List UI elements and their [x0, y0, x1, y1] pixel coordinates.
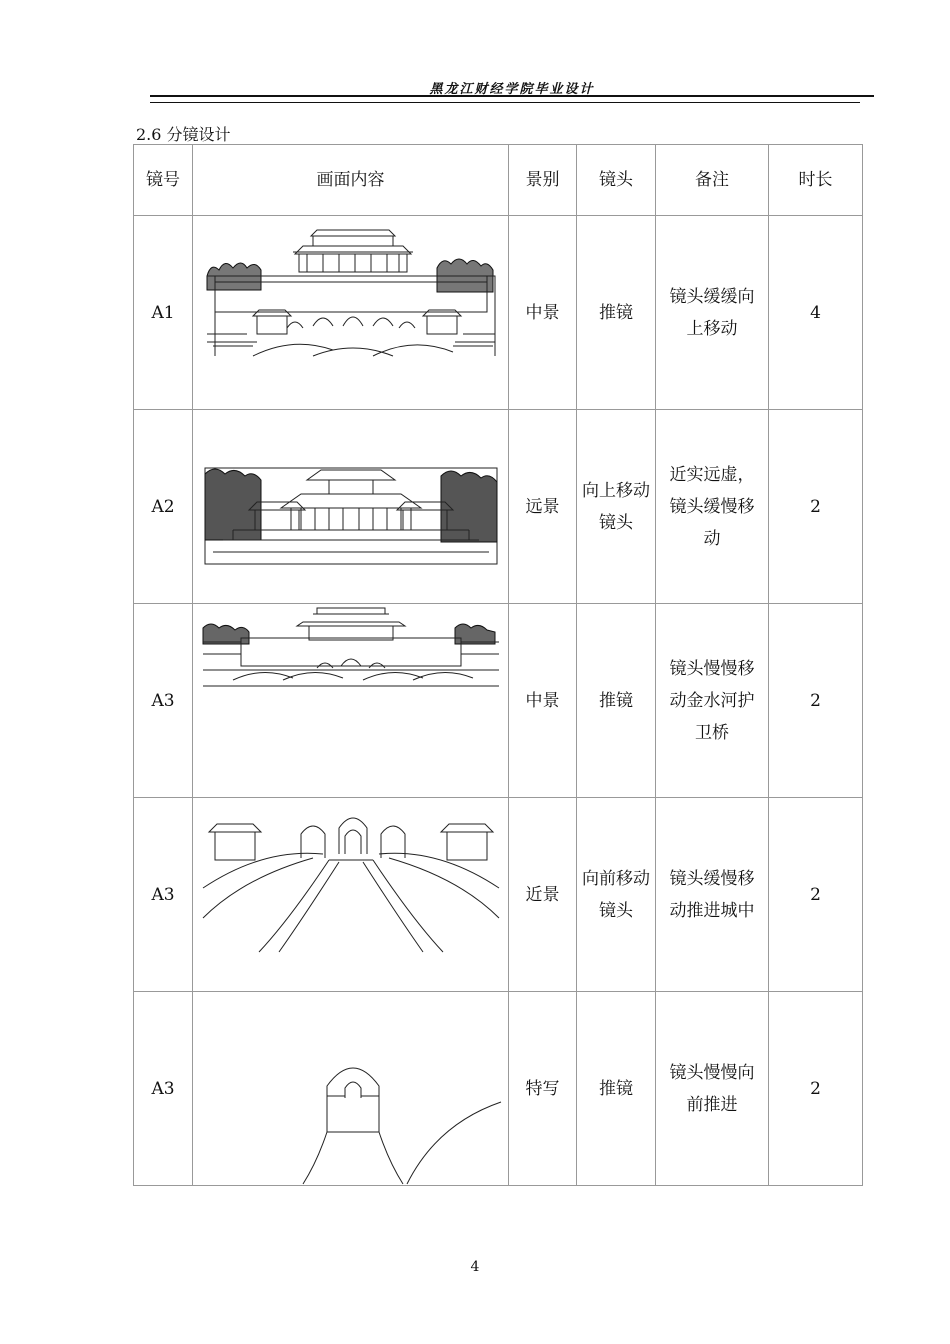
scene-sketch-palace-gate [193, 216, 509, 409]
scene-image-cell [193, 216, 509, 410]
shot-number: A1 [134, 216, 193, 410]
shot-number: A3 [134, 992, 193, 1186]
camera-move: 向前移动镜头 [577, 798, 656, 992]
header-rule-thick [150, 95, 874, 97]
camera-move: 推镜 [577, 216, 656, 410]
shot-duration: 2 [769, 604, 863, 798]
shot-number: A3 [134, 798, 193, 992]
table-header-row [134, 145, 863, 216]
shot-duration: 4 [769, 216, 863, 410]
table-row [134, 798, 863, 992]
scene-sketch-golden-water-bridge [193, 604, 509, 797]
storyboard-table [133, 144, 863, 1186]
column-header-camera: 镜头 [577, 145, 656, 216]
table-row [134, 992, 863, 1186]
table-row [134, 410, 863, 604]
table-row [134, 604, 863, 798]
shot-note: 镜头缓缓向上移动 [656, 216, 769, 410]
scene-image-cell [193, 798, 509, 992]
camera-move: 推镜 [577, 992, 656, 1186]
shot-scale: 中景 [509, 216, 577, 410]
column-header-shot: 镜号 [134, 145, 193, 216]
camera-move: 推镜 [577, 604, 656, 798]
column-header-duration: 时长 [769, 145, 863, 216]
shot-scale: 中景 [509, 604, 577, 798]
shot-scale: 近景 [509, 798, 577, 992]
shot-scale: 远景 [509, 410, 577, 604]
camera-move: 向上移动镜头 [577, 410, 656, 604]
shot-note: 近实远虚，镜头缓慢移动 [656, 410, 769, 604]
scene-image-cell [193, 410, 509, 604]
shot-note: 镜头缓慢移动推进城中 [656, 798, 769, 992]
shot-number: A2 [134, 410, 193, 604]
column-header-note: 备注 [656, 145, 769, 216]
shot-duration: 2 [769, 992, 863, 1186]
shot-scale: 特写 [509, 992, 577, 1186]
header-rule-thin [150, 102, 860, 103]
column-header-content: 画面内容 [193, 145, 509, 216]
scene-sketch-palace-hall [193, 410, 509, 603]
shot-duration: 2 [769, 410, 863, 604]
document-header-title: 黑龙江财经学院毕业设计 [429, 82, 595, 97]
shot-duration: 2 [769, 798, 863, 992]
shot-note: 镜头慢慢向前推进 [656, 992, 769, 1186]
table-row [134, 216, 863, 410]
scene-image-cell [193, 992, 509, 1186]
scene-sketch-gate-closeup [193, 992, 509, 1185]
shot-note: 镜头慢慢移动金水河护卫桥 [656, 604, 769, 798]
page-number: 4 [470, 1259, 480, 1275]
column-header-scale: 景别 [509, 145, 577, 216]
section-title: 2.6 分镜设计 [136, 125, 231, 144]
scene-image-cell [193, 604, 509, 798]
scene-sketch-bridge-closeup [193, 798, 509, 991]
shot-number: A3 [134, 604, 193, 798]
